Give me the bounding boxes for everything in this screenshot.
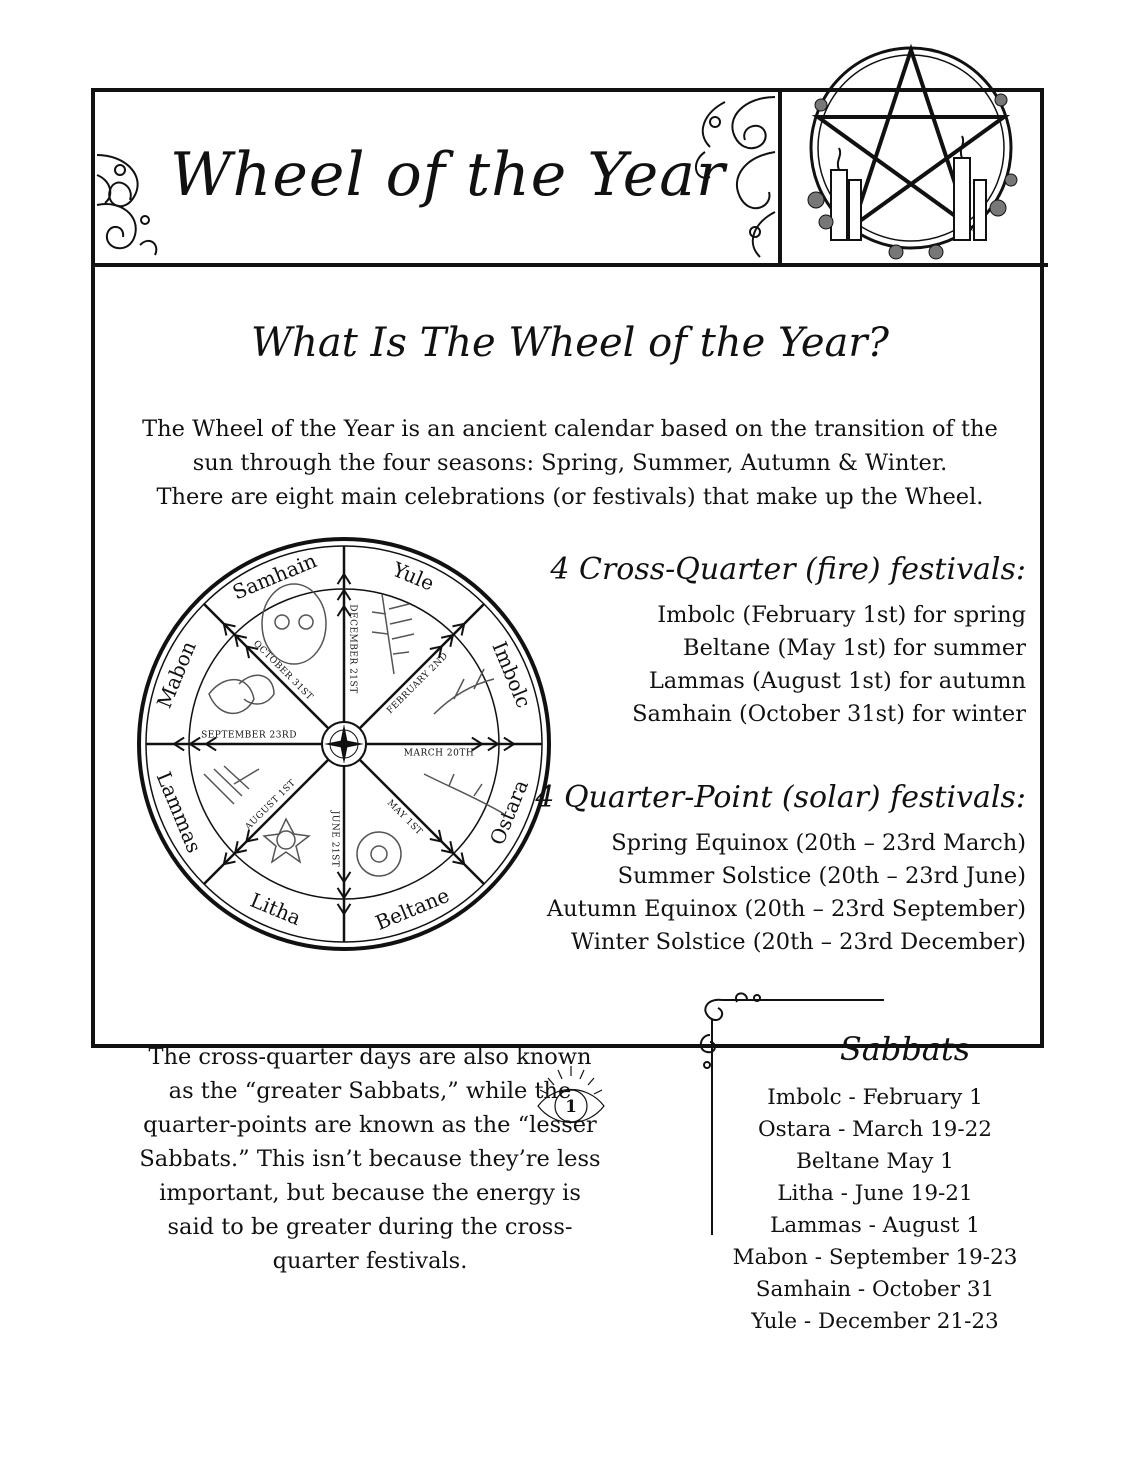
festival-date-label: JUNE 21ST xyxy=(329,810,340,868)
quarter-point-heading: 4 Quarter-Point (solar) festivals: xyxy=(535,780,1026,815)
list-item: Ostara - March 19-22 xyxy=(758,1117,992,1142)
list-item: Yule - December 21-23 xyxy=(751,1309,999,1334)
intro-line: sun through the four seasons: Spring, Summer, Autumn & Winter. xyxy=(192,450,948,476)
list-item: Samhain (October 31st) for winter xyxy=(632,701,1026,727)
list-item: Summer Solstice (20th – 23rd June) xyxy=(617,863,1026,889)
leaves-illustration xyxy=(209,675,274,713)
festival-date-label: SEPTEMBER 23RD xyxy=(201,730,297,741)
sabbats-title: Sabbats xyxy=(839,1030,971,1068)
herb-illustration xyxy=(424,774,504,814)
festival-label: Samhain xyxy=(228,548,321,605)
note-line: said to be greater during the cross- xyxy=(167,1214,573,1240)
intro-paragraph xyxy=(100,412,1040,514)
festival-label: Mabon xyxy=(151,637,201,712)
festival-label: Lammas xyxy=(151,768,207,857)
wheel-spoke xyxy=(360,604,484,728)
intro-line: There are eight main celebrations (or festivals) that make up the Wheel. xyxy=(156,484,984,510)
list-item: Imbolc (February 1st) for spring xyxy=(657,602,1026,628)
note-line: as the “greater Sabbats,” while the xyxy=(168,1078,572,1104)
list-item: Autumn Equinox (20th – 23rd September) xyxy=(546,896,1026,922)
note-line: quarter-points are known as the “lesser xyxy=(143,1112,597,1138)
list-item: Beltane May 1 xyxy=(796,1149,954,1174)
quarter-point-section xyxy=(535,780,1026,959)
festival-date-label: MARCH 20TH xyxy=(403,748,475,759)
page-title: Wheel of the Year xyxy=(170,140,726,210)
flower-illustration xyxy=(357,832,401,876)
sabbats-list xyxy=(700,1082,1050,1338)
cross-quarter-heading: 4 Cross-Quarter (fire) festivals: xyxy=(550,552,1026,587)
note-line: Sabbats.” This isn’t because they’re less xyxy=(139,1146,601,1172)
wheel-of-year-diagram xyxy=(134,534,554,954)
list-item: Beltane (May 1st) for summer xyxy=(683,635,1026,661)
festival-label: Imbolc xyxy=(487,637,537,712)
list-item: Samhain - October 31 xyxy=(755,1277,995,1302)
note-line: important, but because the energy is xyxy=(159,1180,581,1206)
skull-illustration xyxy=(262,584,326,664)
festival-label: Ostara xyxy=(484,776,534,849)
bare-branch-illustration xyxy=(434,669,494,714)
festival-date-label: AUGUST 1ST xyxy=(243,778,298,833)
note-line: The cross-quarter days are also known xyxy=(148,1044,592,1070)
list-item: Imbolc - February 1 xyxy=(767,1085,983,1110)
sabbats-section xyxy=(700,1030,1050,1338)
intro-line: The Wheel of the Year is an ancient calendar based on the transition of the xyxy=(142,416,998,442)
wheel-spoke xyxy=(204,604,328,728)
page-number: 1 xyxy=(565,1097,577,1117)
page-number-ornament xyxy=(530,1062,612,1134)
note-line: quarter festivals. xyxy=(272,1248,468,1274)
sun-illustration xyxy=(264,819,309,862)
list-item: Spring Equinox (20th – 23rd March) xyxy=(611,830,1026,856)
list-item: Winter Solstice (20th – 23rd December) xyxy=(571,929,1026,955)
section-heading: What Is The Wheel of the Year? xyxy=(251,320,889,366)
list-item: Lammas - August 1 xyxy=(770,1213,980,1238)
pine-branch-illustration xyxy=(372,594,414,674)
festival-date-label: FEBRUARY 2ND xyxy=(385,650,451,717)
list-item: Litha - June 19-21 xyxy=(777,1181,973,1206)
wheel-spoke xyxy=(360,760,484,884)
festival-date-label: MAY 1ST xyxy=(384,798,425,838)
cross-quarter-list xyxy=(550,599,1026,731)
festival-label: Beltane xyxy=(371,882,453,935)
header-vertical-divider xyxy=(778,88,782,266)
quarter-point-list xyxy=(535,827,1026,959)
festival-date-label: OCTOBER 31ST xyxy=(250,638,315,703)
cross-quarter-section xyxy=(550,552,1026,731)
wheat-illustration xyxy=(204,766,259,804)
festival-label: Litha xyxy=(246,887,305,931)
festival-date-label: DECEMBER 21ST xyxy=(347,604,358,694)
pentacle-wreath-illustration xyxy=(786,30,1036,270)
left-swirl-ornament xyxy=(95,145,165,263)
festival-label: Yule xyxy=(389,557,438,596)
list-item: Mabon - September 19-23 xyxy=(732,1245,1018,1270)
list-item: Lammas (August 1st) for autumn xyxy=(648,668,1026,694)
